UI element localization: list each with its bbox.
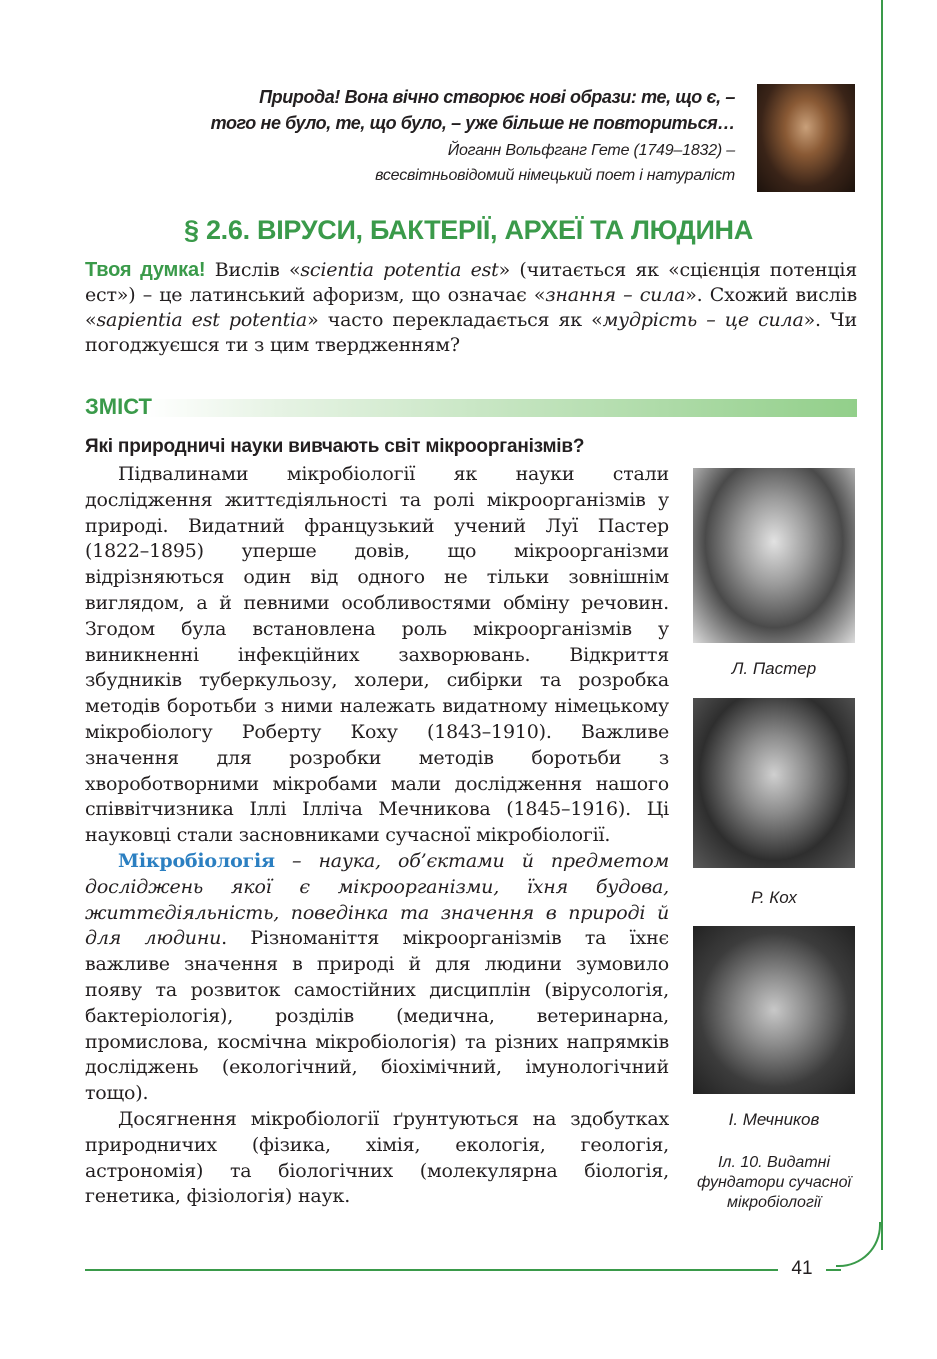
intro-text: Вислів « xyxy=(205,259,301,281)
pasteur-portrait-image xyxy=(693,468,855,643)
figure-caption: Іл. 10. Видатні фундатори сучасної мікробіології xyxy=(696,1154,852,1211)
intro-text: ». Чи погоджуєшся ти з цим твердженням? xyxy=(85,309,857,356)
definition-term: Мікробіологія xyxy=(118,849,275,872)
koch-portrait-image xyxy=(693,698,855,868)
intro-text: » часто перекладається як « xyxy=(307,309,603,331)
mechnikov-caption: І. Мечников xyxy=(728,1110,820,1129)
epigraph xyxy=(150,84,735,188)
intro-italic: scientia potentia est xyxy=(300,259,499,281)
epigraph-quote-line-2: того не було, те, що було, – уже більше не повториться… xyxy=(210,113,735,133)
intro-text: ». Схожий вислів « xyxy=(85,284,857,331)
pasteur-photo xyxy=(693,468,855,679)
body-paragraph-1: Підвалинами мікробіології як науки стали дослідження життєдіяльності та ролі мікроорганізмів у природі. Видатний французький учений Луї Пастер (1822–1895) уперше довів, що мікроорганізми відрізняються один від одного не тільки зовнішнім виглядом, а й певними особливостями обміну речовин. Згодом була встановлена роль мікроорганізмів у виникненні інфекційних захворювань. Відкриття збудників туберкульозу, холери, сибірки та розробка методів боротьби з ними належать видатному німецькому мікробіологу Роберту Коху (1843–1910). Важливе значення для розробки методів боротьби з хвороботворними мікробами мали дослідження нашого співвітчизника Іллі Ілліча Мечникова (1845–1916). Ці науковці стали засновниками сучасної мікробіології. xyxy=(85,463,669,847)
epigraph-author-line-2: всесвітньовідомий німецький поет і натураліст xyxy=(375,167,735,184)
goethe-portrait-image xyxy=(757,84,855,192)
epigraph-quote-line-1: Природа! Вона вічно створює нові образи: те, що є, – xyxy=(259,87,735,107)
epigraph-author-line-1: Йоганн Вольфганг Гете (1749–1832) – xyxy=(447,142,735,159)
mechnikov-portrait-image xyxy=(693,926,855,1094)
koch-photo xyxy=(693,698,855,908)
subheading: Які природничі науки вивчають світ мікроорганізмів? xyxy=(85,436,585,457)
section-title: § 2.6. ВІРУСИ, БАКТЕРІЇ, АРХЕЇ ТА ЛЮДИНА xyxy=(184,215,753,245)
footer-rule-left xyxy=(85,1269,778,1271)
mechnikov-photo xyxy=(693,926,855,1130)
intro-text: » (читається як «сцієнція потенція ест») – це латинський афоризм, що означає « xyxy=(85,259,857,306)
intro-italic: sapientia est potentia xyxy=(96,309,308,331)
body-text xyxy=(85,462,669,1210)
page-frame-line xyxy=(881,0,883,1250)
intro-italic: знання – сила xyxy=(545,284,686,306)
page-frame-corner xyxy=(836,1222,881,1267)
koch-caption: Р. Кох xyxy=(751,888,797,907)
contents-label: ЗМІСТ xyxy=(85,394,152,419)
intro-italic: мудрість – це сила xyxy=(602,309,804,331)
definition-text: – наука, об’єктами й предметом досліджень якої є мікроорганізми, їхня будова, життєдіяльність, поведінка та значення в природі й для людини xyxy=(85,849,669,950)
intro-paragraph xyxy=(85,258,857,358)
contents-bar xyxy=(85,399,857,417)
footer-rule-right xyxy=(826,1269,841,1271)
body-text-span: . Різноманіття мікроорганізмів та їхнє важливе значення в природі й для людини зумовило появу та розвиток самостійних дисциплін (вірусологія, бактеріологія), розділів (медична, ветеринарна, промислова, космічна мікробіологія) та різних напрямків досліджень (екологічний, біохімічний, імунологічний тощо). xyxy=(85,927,669,1105)
page-number: 41 xyxy=(791,1258,813,1279)
body-paragraph-3: Досягнення мікробіології ґрунтуються на здобутках природничих (фізика, хімія, екологія, геологія, астрономія) та біологічних (молекулярна біологія, генетика, фізіологія) наук. xyxy=(85,1107,669,1208)
pasteur-caption: Л. Пастер xyxy=(731,659,817,678)
body-paragraph-2 xyxy=(85,849,669,1107)
intro-lead: Твоя думка! xyxy=(85,259,206,281)
